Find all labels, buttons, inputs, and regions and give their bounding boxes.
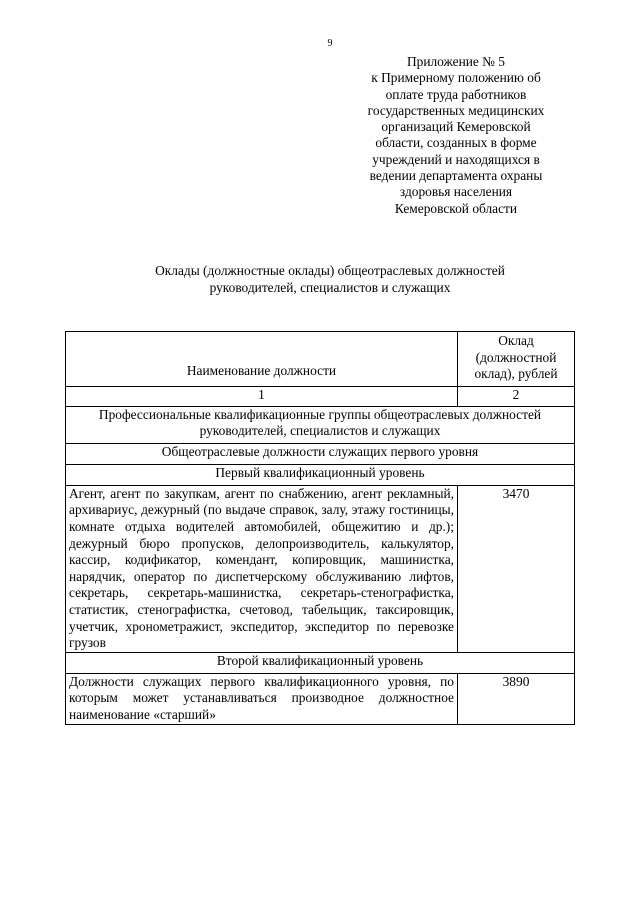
appendix-line: области, созданных в форме: [375, 135, 537, 151]
position-list: Агент, агент по закупкам, агент по снабжению, агент рекламный, архивариус, дежурный (по выдаче справок, залу, этажу гостиницы, комнате отдыха водителей автомобилей, общежитию и др.); дежурный бюро пропусков, делопроизводитель, калькулятор, кассир, кодификатор, комендант, копировщик, машинистка, нарядчик, оператор по диспетчерскому обслуживанию лифтов, секретарь, секретарь-машинистка, секретарь-стенографистка, статистик, стенографистка, счетовод, табельщик, таксировщик, учетчик, хронометражист, экспедитор, экспедитор по перевозке грузов: [66, 485, 458, 652]
table-row: [66, 673, 575, 724]
table-row: [66, 464, 575, 485]
table-row: [66, 652, 575, 673]
salary-value: 3470: [458, 485, 575, 652]
document-title-line-2: руководителей, специалистов и служащих: [209, 279, 451, 295]
column-number: 1: [66, 386, 458, 406]
appendix-line: к Примерному положению об: [371, 70, 541, 86]
position-list: Должности служащих первого квалификационного уровня, по которым может устанавливаться производное должностное наименование «старший»: [66, 673, 458, 724]
appendix-line: ведении департамента охраны: [369, 168, 543, 184]
table-row: [66, 485, 575, 652]
qualification-level-title: Второй квалификационный уровень: [66, 652, 575, 673]
table-row: [66, 406, 575, 443]
qualification-level-title: Первый квалификационный уровень: [66, 464, 575, 485]
appendix-header: [345, 54, 567, 217]
appendix-line: Кемеровской области: [394, 200, 518, 216]
column-number-row: [66, 386, 575, 406]
table-row: [66, 443, 575, 464]
page-number: 9: [327, 38, 333, 49]
appendix-line: оплате труда работников: [385, 86, 527, 102]
document-title-line-1: Оклады (должностные оклады) общеотраслевых должностей: [155, 263, 505, 278]
appendix-line: организаций Кемеровской: [381, 119, 531, 135]
salary-value: 3890: [458, 673, 575, 724]
header-salary: Оклад (должностной оклад), рублей: [458, 332, 575, 387]
column-number: 2: [458, 386, 575, 406]
table-header-row: [66, 332, 575, 387]
appendix-line: Приложение № 5: [406, 54, 506, 69]
header-position-name: Наименование должности: [66, 332, 458, 387]
group-level-title: Общеотраслевые должности служащих первого уровня: [66, 443, 575, 464]
salary-table: [65, 331, 575, 725]
appendix-line: учреждений и находящихся в: [372, 151, 540, 167]
appendix-line: здоровья населения: [399, 184, 513, 200]
appendix-line: государственных медицинских: [367, 102, 545, 118]
document-title: [0, 263, 640, 296]
group-title: Профессиональные квалификационные группы общеотраслевых должностей руководителей, специалистов и служащих: [66, 406, 575, 443]
